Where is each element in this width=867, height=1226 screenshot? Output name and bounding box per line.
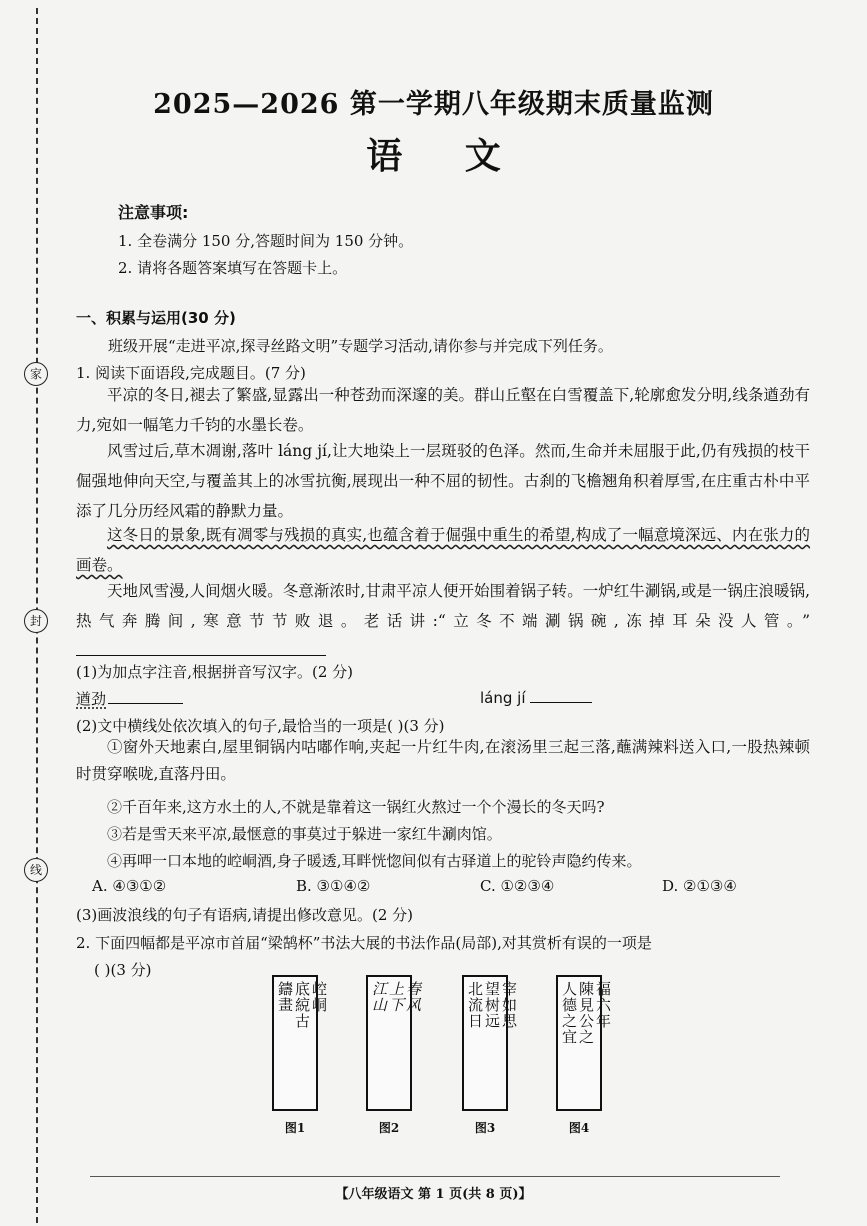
calligraphy-figure-2	[366, 975, 422, 1111]
sentence-option: ②千百年来,这方水土的人,不就是靠着这一锅红火熬过一个个漫长的冬天吗?	[107, 798, 605, 816]
calligraphy-column: 北流日	[466, 981, 484, 1029]
binding-mark: 家	[24, 362, 48, 386]
calligraphy-column: 福六年	[594, 981, 612, 1029]
exam-title: 2025—2026 第一学期八年级期末质量监测	[153, 89, 714, 120]
pinyin: láng jí	[480, 689, 526, 707]
sentence-option: ④再呷一口本地的崆峒酒,身子暖透,耳畔恍惚间似有古驿道上的驼铃声隐约传来。	[107, 852, 642, 870]
calligraphy-column: 陳見公之	[577, 981, 595, 1045]
calligraphy-column: 崆峒	[310, 981, 328, 1013]
page-footer: 【八年级语文 第 1 页(共 8 页)】	[335, 1187, 532, 1202]
choice-c[interactable]: C. ①②③④	[480, 877, 555, 895]
passage-paragraph	[76, 576, 810, 666]
calligraphy-column: 上下	[387, 981, 405, 1013]
calligraphy-figure-1	[272, 975, 328, 1111]
dotted-word: 遒劲	[76, 690, 107, 708]
choice-d[interactable]: D. ②①③④	[662, 877, 737, 895]
choice-a[interactable]: A. ④③①②	[92, 877, 167, 895]
figure-label: 图4	[568, 1121, 590, 1135]
exam-subject: 语 文	[366, 135, 501, 177]
calligraphy-figure-3	[462, 975, 518, 1111]
section-heading: 一、积累与运用(30 分)	[76, 309, 236, 327]
answer-blank	[108, 689, 183, 704]
answer-item	[76, 688, 183, 709]
figure-label: 图3	[474, 1121, 496, 1135]
answer-item	[480, 688, 592, 707]
calligraphy-column: 宰如思	[500, 981, 518, 1029]
question-2-stem-cont: ( )(3 分)	[94, 961, 152, 979]
subquestion-3: (3)画波浪线的句子有语病,请提出修改意见。(2 分)	[76, 906, 414, 924]
notice-heading: 注意事项:	[118, 203, 189, 222]
binding-mark: 线	[24, 858, 48, 882]
choice-b[interactable]: B. ③①④②	[296, 877, 371, 895]
figure-label: 图2	[378, 1121, 400, 1135]
notice-item: 1. 全卷满分 150 分,答题时间为 150 分钟。	[118, 232, 414, 250]
notice-item: 2. 请将各题答案填写在答题卡上。	[118, 259, 348, 277]
passage-paragraph: 风雪过后,草木凋谢,落叶 láng jí,让大地染上一层斑驳的色泽。然而,生命并未屈服于此,仍有残损的枝干倔强地伸向天空,与覆盖其上的冰雪抗衡,展现出一种不屈的韧性。古刹的飞檐翘角积着厚雪,在庄重古朴中平添了几分历经风霜的静默力量。	[76, 442, 810, 520]
section-intro: 班级开展“走进平凉,探寻丝路文明”专题学习活动,请你参与并完成下列任务。	[108, 337, 613, 355]
calligraphy-column: 望树远	[483, 981, 501, 1029]
calligraphy-column: 春风	[404, 981, 422, 1013]
passage-text: 天地风雪漫,人间烟火暖。冬意渐浓时,甘肃平凉人便开始围着锅子转。一炉红牛涮锅,或是一锅庄浪暖锅,热气奔腾间,寒意节节败退。老话讲:“立冬不端涮锅碗,冻掉耳朵没人管。”	[76, 582, 810, 630]
binding-mark: 封	[24, 609, 48, 633]
question-1-stem: 1. 阅读下面语段,完成题目。(7 分)	[76, 364, 306, 382]
fill-blank-line	[76, 641, 326, 656]
calligraphy-column: 人德之宜	[560, 981, 578, 1045]
subquestion-1: (1)为加点字注音,根据拼音写汉字。(2 分)	[76, 663, 354, 681]
wavy-sentence: 这冬日的景象,既有凋零与残损的真实,也蕴含着于倔强中重生的希望,构成了一幅意境深远、内在张力的画卷。	[76, 526, 810, 574]
calligraphy-column: 底綂古	[293, 981, 311, 1029]
passage-paragraph: 平凉的冬日,褪去了繁盛,显露出一种苍劲而深邃的美。群山丘壑在白雪覆盖下,轮廓愈发分明,线条遒劲有力,宛如一幅笔力千钧的水墨长卷。	[76, 386, 810, 434]
calligraphy-figure-4	[556, 975, 612, 1111]
footer-rule	[90, 1176, 780, 1177]
figure-label: 图1	[284, 1121, 306, 1135]
subquestion-2: (2)文中横线处依次填入的句子,最恰当的一项是( )(3 分)	[76, 717, 445, 735]
passage-wavy-paragraph	[76, 520, 810, 580]
question-2-stem: 2. 下面四幅都是平凉市首届“梁鹄杯”书法大展的书法作品(局部),对其赏析有误的一项是	[76, 934, 652, 952]
calligraphy-column: 江山	[370, 981, 388, 1013]
sentence-option: ①窗外天地素白,屋里铜锅内咕嘟作响,夹起一片红牛肉,在滚汤里三起三落,蘸满辣料送入口,一股热辣顿时贯穿喉咙,直落丹田。	[76, 738, 810, 783]
answer-blank	[530, 688, 592, 703]
calligraphy-column: 鑄畫	[276, 981, 294, 1013]
sentence-option: ③若是雪天来平凉,最惬意的事莫过于躲进一家红牛涮肉馆。	[107, 825, 502, 843]
